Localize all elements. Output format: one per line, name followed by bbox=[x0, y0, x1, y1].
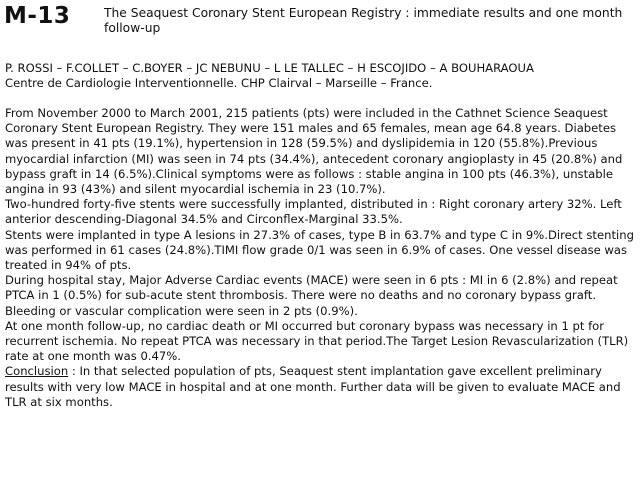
paragraph-stents: Two-hundred forty-five stents were successfully implanted, distributed in : Right coronary artery 32%. Left anterior descending-Diagonal 34.5% and Circonflex-Marginal 33.5%. bbox=[5, 197, 622, 227]
conclusion-label: Conclusion bbox=[5, 364, 69, 379]
author-block bbox=[5, 61, 635, 91]
abstract-code: M-13 bbox=[4, 3, 71, 29]
authors-line: P. ROSSI – F.COLLET – C.BOYER – JC NEBUNU – L LE TALLEC – H ESCOJIDO – A BOUHARAOUA bbox=[5, 61, 534, 75]
abstract-body bbox=[5, 106, 637, 410]
paragraph-hospital: During hospital stay, Major Adverse Cardiac events (MACE) were seen in 6 pts : MI in 6 (2.8%) and repeat PTCA in 1 (0.5%) for sub-acute stent thrombosis. There were no deaths and no coronary bypass graft. Bleeding or vascular complication were seen in 2 pts (0.9%). bbox=[5, 273, 618, 318]
abstract-title: The Seaquest Coronary Stent European Registry : immediate results and one month follow-up bbox=[104, 6, 623, 35]
paragraph-lesions: Stents were implanted in type A lesions in 27.3% of cases, type B in 63.7% and type C in 9%.Direct stenting was performed in 61 cases (24.8%).TIMI flow grade 0/1 was seen in 6.9% of cases. One vessel disease was treated in 94% of pts. bbox=[5, 227, 634, 273]
paragraph-population: From November 2000 to March 2001, 215 patients (pts) were included in the Cathnet Science Seaquest Coronary Stent European Registry. They were 151 males and 65 females, mean age 64.8 years. Diabetes was present in 41 pts (19.1%), hypertension in 128 (59.5%) and dyslipidemia in 120 (55.8%).Previous myocardial infarction (MI) was seen in 74 pts (34.4%), antecedent coronary angioplasty in 45 (20.8%) and bypass graft in 14 (6.5%).Clinical symptoms were as follows : stable angina in 100 pts (46.3%), unstable angina in 93 (43%) and silent myocardial ischemia in 23 (10.7%). bbox=[5, 106, 623, 197]
paragraph-conclusion bbox=[5, 364, 637, 410]
affiliation-line: Centre de Cardiologie Interventionnelle. CHP Clairval – Marseille – France. bbox=[5, 76, 433, 90]
conclusion-text: : In that selected population of pts, Seaquest stent implantation gave excellent preliminary results with very low MACE in hospital and at one month. Further data will be given to evaluate MACE and TLR at six months. bbox=[5, 364, 621, 409]
paragraph-follow-up: At one month follow-up, no cardiac death or MI occurred but coronary bypass was necessary in 1 pt for recurrent ischemia. No repeat PTCA was necessary in that period.The Target Lesion Revascularization (TLR) rate at one month was 0.47%. bbox=[5, 318, 629, 364]
